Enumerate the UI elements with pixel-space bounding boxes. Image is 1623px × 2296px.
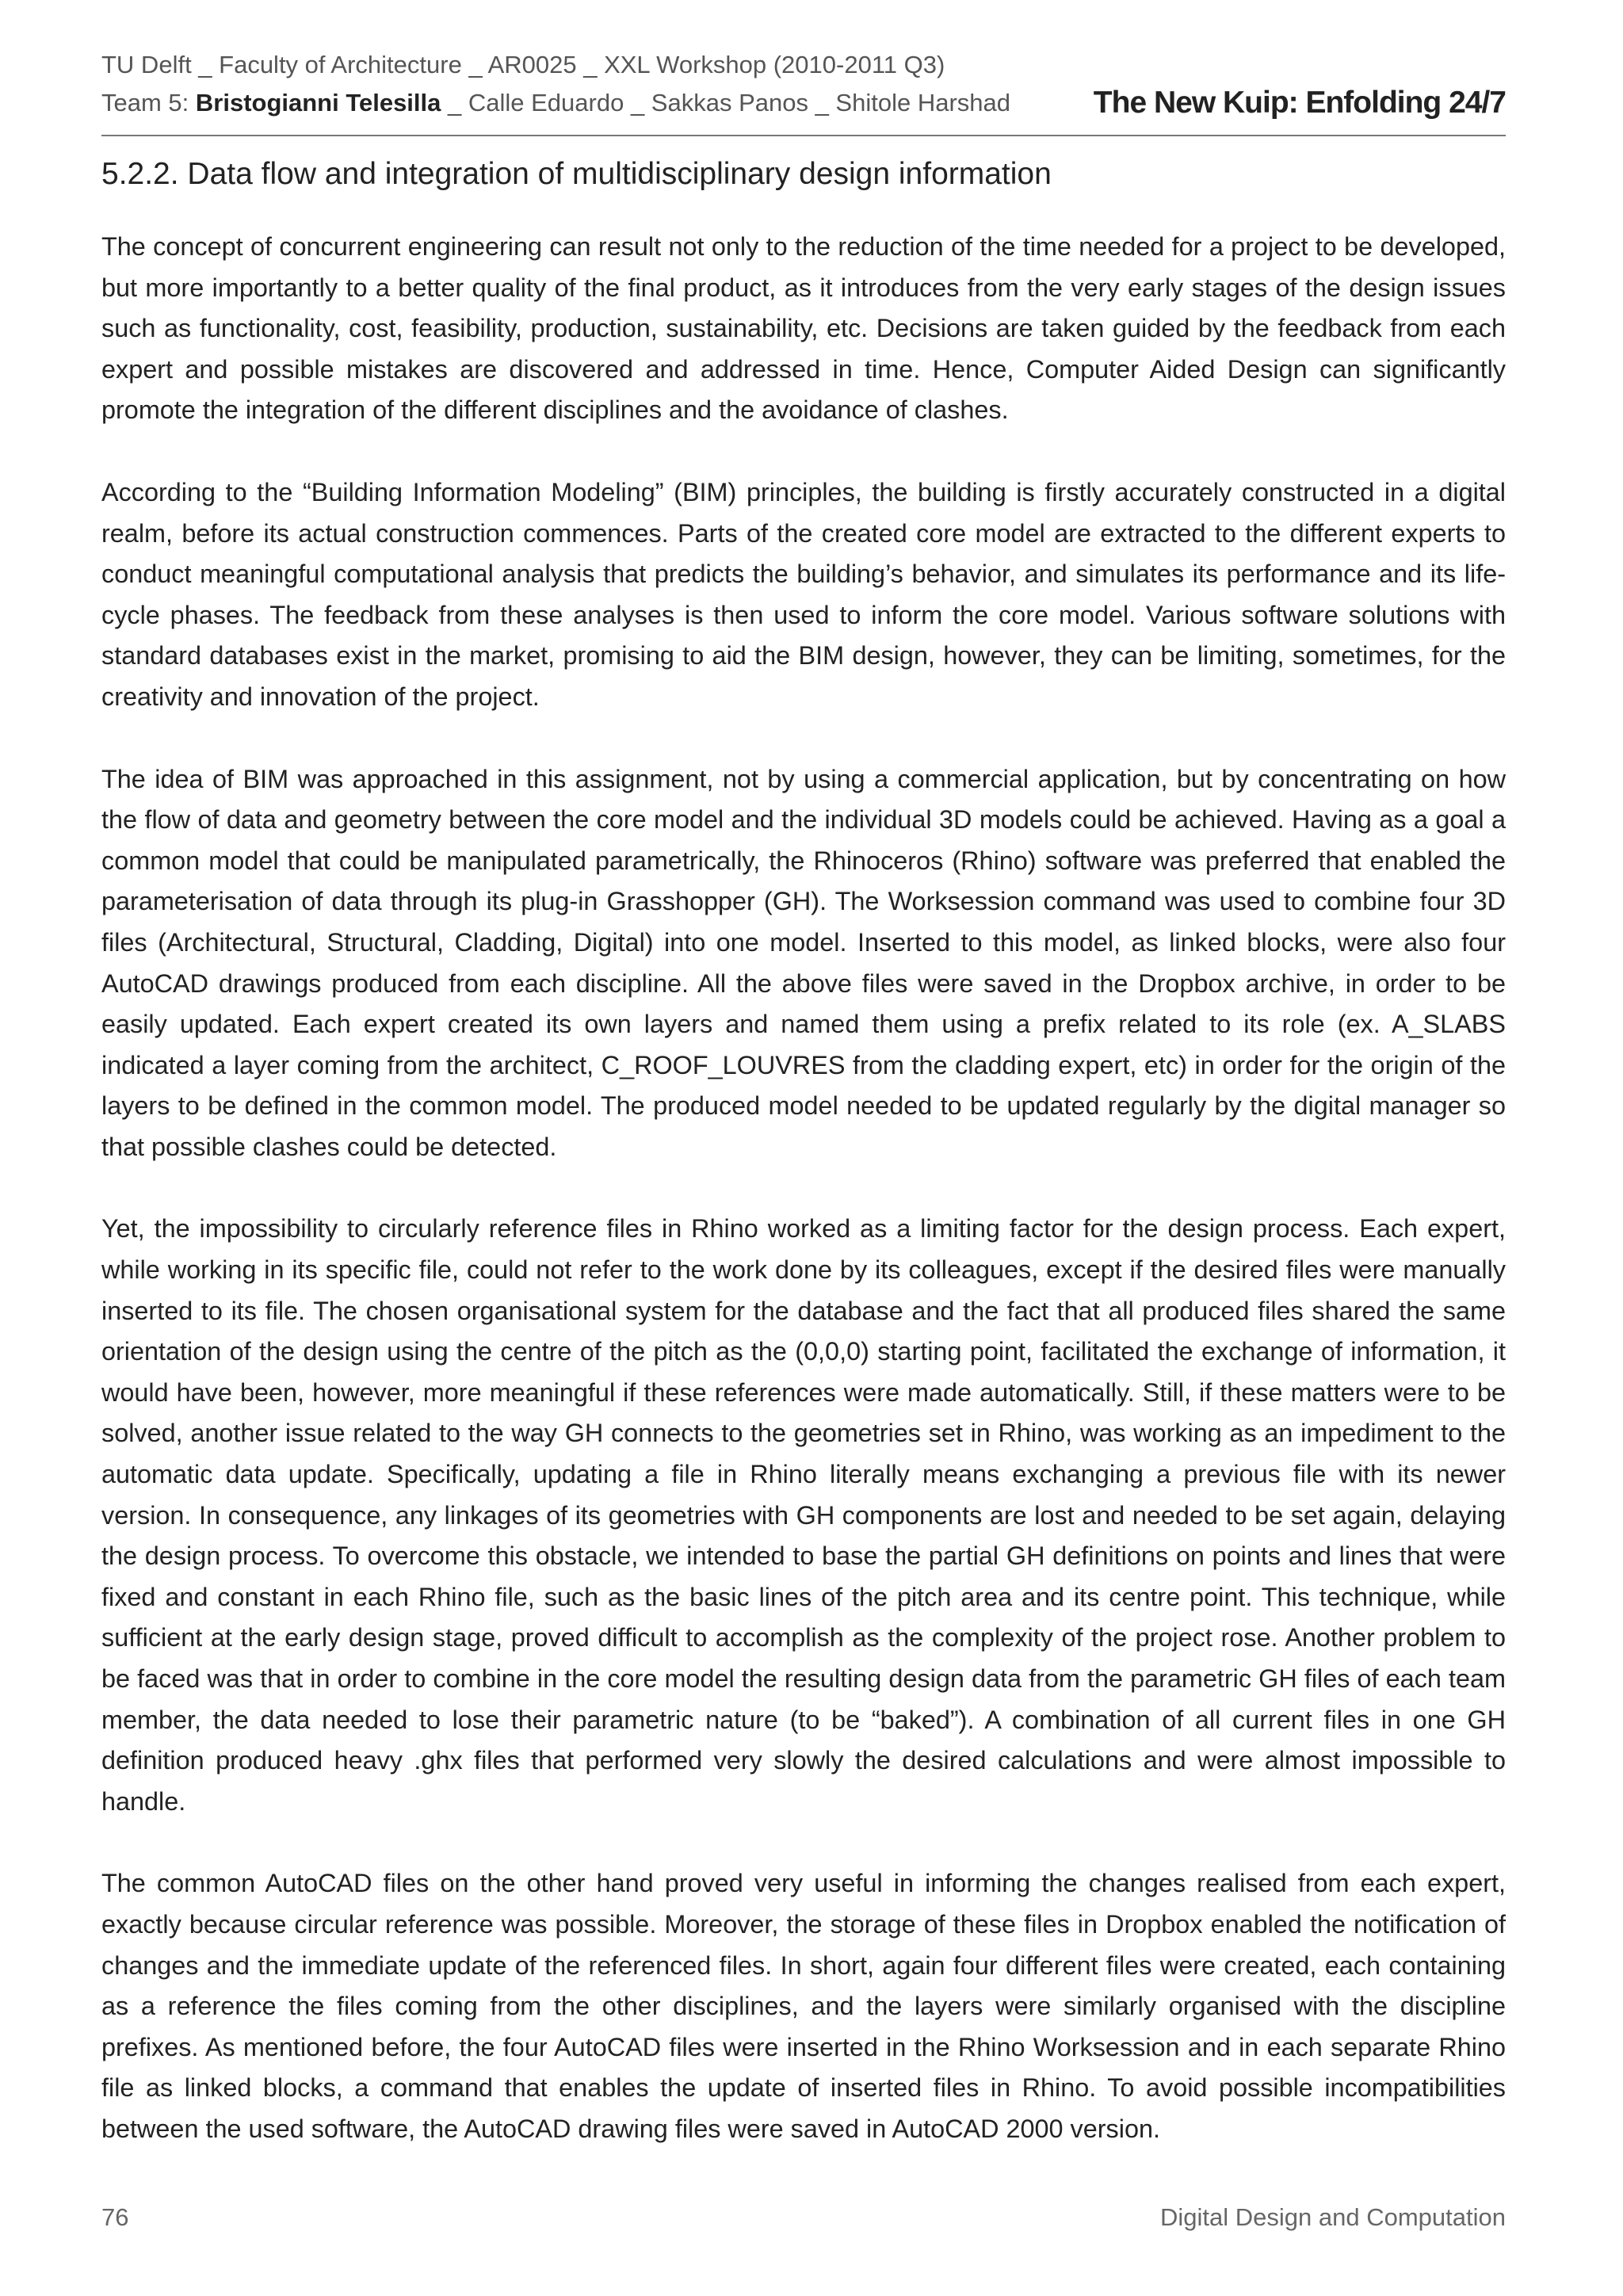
team-members: _ Calle Eduardo _ Sakkas Panos _ Shitole Harshad bbox=[441, 89, 1011, 117]
team-label: Team 5: bbox=[101, 89, 196, 117]
course-info: TU Delft _ Faculty of Architecture _ AR0025 _ XXL Workshop (2010-2011 Q3) bbox=[101, 51, 945, 78]
paragraph: Yet, the impossibility to circularly reference files in Rhino worked as a limiting factor for the design process. Each expert, while working in its specific file, could not refer to the work done by its colleagues, except if the desired files were manually inserted to its file. The chosen organisational system for the database and the fact that all produced files shared the same orientation of the design using the centre of the pitch as the (0,0,0) starting point, facilitated the exchange of information, it would have been, however, more meaningful if these references were made automatically. Still, if these matters were to be solved, another issue related to the way GH connects to the geometries set in Rhino, was working as an impediment to the automatic data update. Specifically, updating a file in Rhino literally means exchanging a previous file with its newer version. In consequence, any linkages of its geometries with GH components are lost and needed to be set again, delaying the design process. To overcome this obstacle, we intended to base the partial GH definitions on points and lines that were fixed and constant in each Rhino file, such as the basic lines of the pitch area and its centre point. This technique, while sufficient at the early design stage, proved difficult to accomplish as the complexity of the project rose. Another problem to be faced was that in order to combine in the core model the resulting design data from the parametric GH files of each team member, the data needed to lose their parametric nature (to be “baked”). A combination of all current files in one GH definition produced heavy .ghx files that performed very slowly the desired calculations and were almost impossible to handle. bbox=[101, 1214, 1506, 1816]
page-number: 76 bbox=[101, 2203, 129, 2231]
team-info bbox=[101, 89, 1010, 117]
page-header bbox=[101, 46, 1506, 136]
section-heading: 5.2.2. Data flow and integration of multidisciplinary design information bbox=[101, 157, 1052, 191]
paragraph: The concept of concurrent engineering can result not only to the reduction of the time needed for a project to be developed, but more importantly to a better quality of the final product, as it introduces from the very early stages of the design issues such as functionality, cost, feasibility, production, sustainability, etc. Decisions are taken guided by the feedback from each expert and possible mistakes are discovered and addressed in time. Hence, Computer Aided Design can significantly promote the integration of the different disciplines and the avoidance of clashes. bbox=[101, 232, 1506, 425]
paragraph: The idea of BIM was approached in this assignment, not by using a commercial application, but by concentrating on how the flow of data and geometry between the core model and the individual 3D models could be achieved. Having as a goal a common model that could be manipulated parametrically, the Rhinoceros (Rhino) software was preferred that enabled the parameterisation of data through its plug-in Grasshopper (GH). The Worksession command was used to combine four 3D files (Architectural, Structural, Cladding, Digital) into one model. Inserted to this model, as linked blocks, were also four AutoCAD drawings produced from each discipline. All the above files were saved in the Dropbox archive, in order to be easily updated. Each expert created its own layers and named them using a prefix related to its role (ex. A_SLABS indicated a layer coming from the architect, C_ROOF_LOUVRES from the cladding expert, etc) in order for the origin of the layers to be defined in the common model. The produced model needed to be updated regularly by the digital manager so that possible clashes could be detected. bbox=[101, 764, 1506, 1161]
paragraph: According to the “Building Information Modeling” (BIM) principles, the building is firstly accurately constructed in a digital realm, before its actual construction commences. Parts of the created core model are extracted to the different experts to conduct meaningful computational analysis that predicts the building’s behavior, and simulates its performance and its life-cycle phases. The feedback from these analyses is then used to inform the core model. Various software solutions with standard databases exist in the market, promising to aid the BIM design, however, they can be limiting, sometimes, for the creativity and innovation of the project. bbox=[101, 477, 1506, 711]
lead-member-name: Bristogianni Telesilla bbox=[195, 89, 441, 117]
project-title: The New Kuip: Enfolding 24/7 bbox=[1093, 86, 1506, 120]
footer-section-title: Digital Design and Computation bbox=[1160, 2203, 1506, 2231]
body-text bbox=[101, 227, 1506, 2191]
paragraph: The common AutoCAD files on the other hand proved very useful in informing the changes realised from each expert, exactly because circular reference was possible. Moreover, the storage of these files in Dropbox enabled the notification of changes and the immediate update of the referenced files. In short, again four different files were created, each containing as a reference the files coming from the other disciplines, and the layers were similarly organised with the discipline prefixes. As mentioned before, the four AutoCAD files were inserted in the Rhino Worksession and in each separate Rhino file as linked blocks, a command that enables the update of inserted files in Rhino. To avoid possible incompatibilities between the used software, the AutoCAD drawing files were saved in AutoCAD 2000 version. bbox=[101, 1869, 1506, 2143]
